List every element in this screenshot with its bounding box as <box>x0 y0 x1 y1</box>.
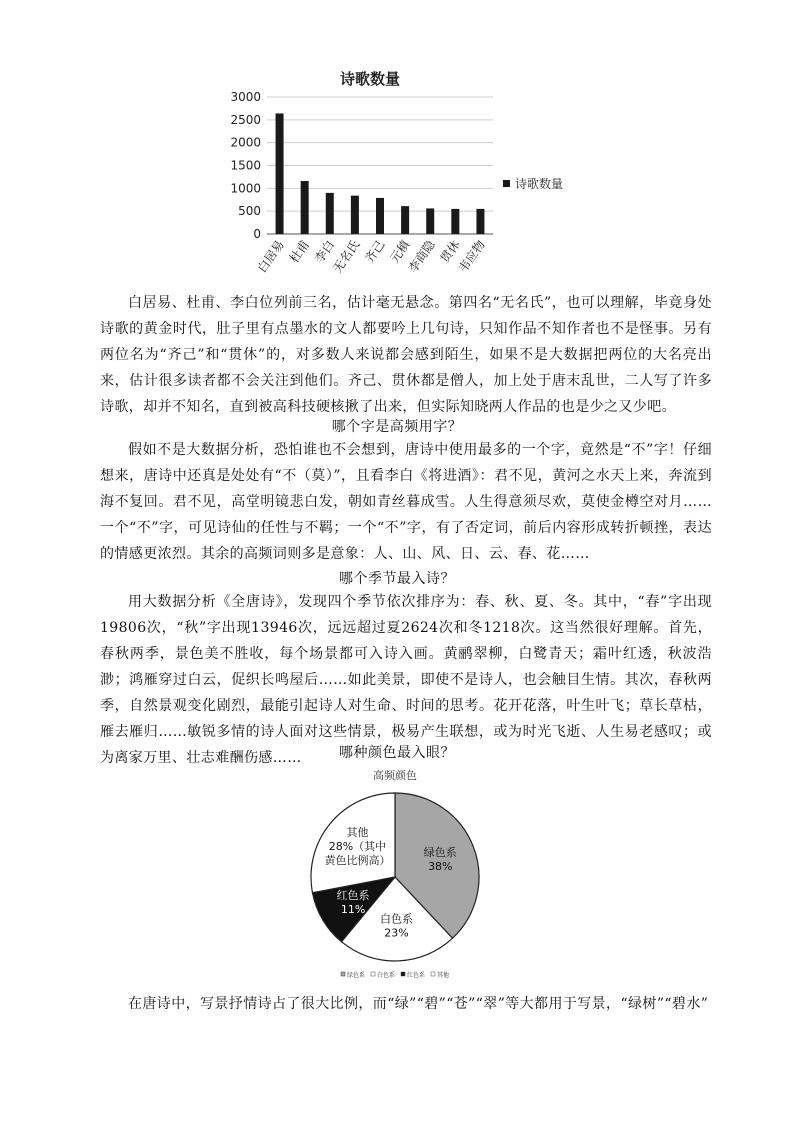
section-heading-frequent-word: 哪个字是高频用字？ <box>331 419 463 435</box>
pie-slice-label: 绿色系 <box>423 846 457 860</box>
y-tick-label: 0 <box>253 227 261 241</box>
x-category-label: 韦应物 <box>455 237 488 276</box>
legend-swatch <box>401 972 405 976</box>
x-category-label: 李白 <box>311 237 338 266</box>
x-category-label: 元稹 <box>387 237 413 266</box>
bar-chart-title: 诗歌数量 <box>339 70 401 88</box>
y-tick-label: 2500 <box>230 112 261 127</box>
bar <box>326 193 334 234</box>
paragraph-season: 用大数据分析《全唐诗》，发现四个季节依次排序为：春、秋、夏、冬。其中，“春”字出现19806次，“秋”字出现13946次，远远超过夏2624次和冬1218次。这当然很好理解。首先，春秋两季，景色美不胜收，每个场景都可入诗入画。黄鹂翠柳，白鹭青天；霜叶红透，秋波浩渺；鸿雁穿过白云，促织长鸣屋后……如此美景，即使不是诗人，也会触目生情。其次，春秋两季，自然景观变化剧烈，最能引起诗人对生命、时间的思考。花开花落，叶生叶飞；草长草枯，雁去雁归……敏锐多情的诗人面对这些情景，极易产生联想，或为时光飞逝、人生易老感叹；或为离家万里、壮志难酬伤感…… <box>100 594 712 766</box>
paragraph-frequent-word: 假如不是大数据分析，恐怕谁也不会想到，唐诗中使用最多的一个字，竟然是“不”字！仔细想来，唐诗中还真是处处有“不（莫）”，且看李白《将进酒》：君不见，黄河之水天上来，奔流到海不复回。君不见，高堂明镜悲白发，朝如青丝暮成雪。人生得意须尽欢，莫使金樽空对月……一个“不”字，可见诗仙的任性与不羁；一个“不”字，有了否定词，前后内容形成转折顿挫，表达的情感更浓烈。其余的高频词则多是意象：人、山、风、日、云、春、花…… <box>100 442 712 562</box>
bar <box>351 196 359 234</box>
x-category-label: 贯休 <box>437 237 463 266</box>
bar <box>301 181 309 234</box>
pie-slice-label: 28%（其中 <box>328 839 387 853</box>
bar <box>476 209 484 234</box>
bar <box>401 206 409 234</box>
paragraph-poet-ranking: 白居易、杜甫、李白位列前三名，估计毫无悬念。第四名“无名氏”，也可以理解，毕竟身处诗歌的黄金时代，肚子里有点墨水的文人都要吟上几句诗，只知作品不知作者也不是怪事。另有两位名为“齐己”和“贯休”的，对多数人来说都会感到陌生，如果不是大数据把两位的大名亮出来，估计很多读者都不会关注到他们。齐己、贯休都是僧人，加上处于唐末乱世，二人写了许多诗歌，却并不知名，直到被高科技硬核揪了出来，但实际知晓两人作品的也是少之又少吧。 <box>100 295 712 415</box>
y-tick-label: 2000 <box>230 135 261 150</box>
bar <box>426 208 434 234</box>
pie-slice-label: 其他 <box>346 825 369 839</box>
paragraph-color: 在唐诗中，写景抒情诗占了很大比例，而“绿”“碧”“苍”“翠”等大都用于写景，“绿树”“碧水” <box>128 996 709 1012</box>
section-heading-color: 哪种颜色最入眼？ <box>339 745 455 761</box>
legend-swatch <box>371 972 375 976</box>
pie-slice-label: 红色系 <box>336 888 370 902</box>
y-tick-label: 1500 <box>230 158 261 173</box>
x-category-label: 齐己 <box>362 237 388 266</box>
y-tick-label: 3000 <box>230 90 261 104</box>
bar <box>276 113 284 234</box>
legend-label: 其他 <box>437 972 450 979</box>
pie-slice-label: 黄色比例高） <box>324 853 391 867</box>
pie-slice-label: 11% <box>340 902 366 916</box>
legend-label: 白色系 <box>377 972 396 979</box>
x-category-label: 无名氏 <box>330 237 363 276</box>
bar <box>376 198 384 234</box>
x-category-label: 李商隐 <box>405 237 438 276</box>
bar-chart <box>225 62 570 280</box>
pie-chart-title: 高频颜色 <box>373 769 417 782</box>
legend-label: 绿色系 <box>347 972 366 979</box>
bar <box>451 209 459 234</box>
legend-label: 诗歌数量 <box>515 177 564 191</box>
legend-swatch <box>431 972 435 976</box>
x-category-label: 白居易 <box>254 237 288 276</box>
pie-slice-label: 38% <box>428 860 453 874</box>
y-tick-label: 1000 <box>230 181 261 196</box>
x-category-label: 杜甫 <box>286 237 313 266</box>
y-tick-label: 500 <box>238 204 261 219</box>
pie-slice-label: 白色系 <box>380 912 414 926</box>
legend-swatch <box>503 180 510 187</box>
legend-label: 红色系 <box>407 972 426 979</box>
legend-swatch <box>341 972 345 976</box>
section-heading-season: 哪个季节最入诗？ <box>339 571 455 587</box>
pie-slice-label: 23% <box>384 926 409 940</box>
pie-chart <box>305 765 485 987</box>
